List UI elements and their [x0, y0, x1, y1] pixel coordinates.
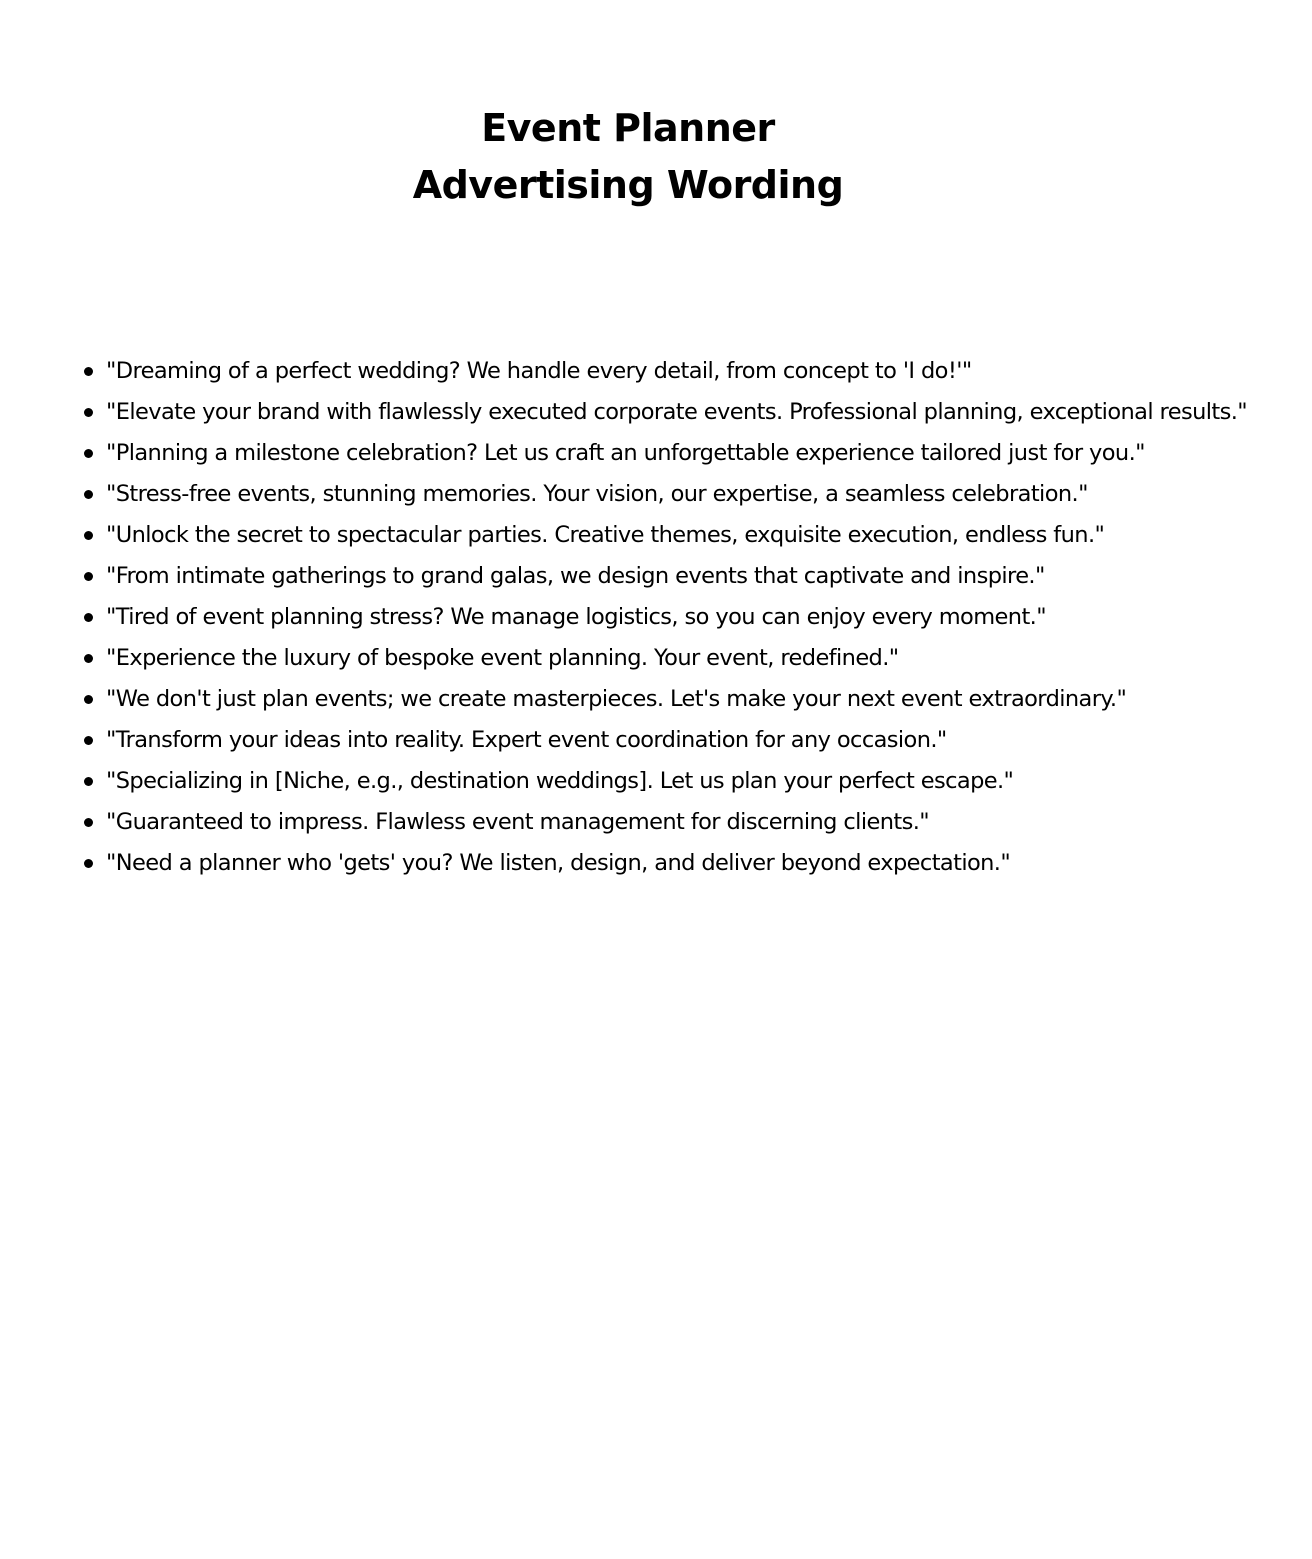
list-item-text: "Experience the luxury of bespoke event planning. Your event, redefined." — [106, 645, 899, 671]
list-item — [106, 556, 1291, 597]
list-item — [106, 597, 1291, 638]
list-item — [106, 351, 1291, 392]
list-item — [106, 433, 1291, 474]
page-title: Event Planner Advertising Wording — [412, 106, 844, 207]
list-item — [106, 679, 1291, 720]
list-item-text: "Transform your ideas into reality. Expert event coordination for any occasion." — [106, 727, 947, 753]
list-item — [106, 474, 1291, 515]
list-item — [106, 761, 1291, 802]
list-item — [106, 638, 1291, 679]
list-item-text: "Guaranteed to impress. Flawless event management for discerning clients." — [106, 809, 930, 835]
list-item-text: "Stress-free events, stunning memories. Your vision, our expertise, a seamless celebration." — [106, 481, 1088, 507]
bullet-icon — [84, 654, 93, 663]
list-item-text: "Planning a milestone celebration? Let us craft an unforgettable experience tailored just for you." — [106, 440, 1145, 466]
bullet-icon — [84, 613, 93, 622]
bullet-icon — [84, 367, 93, 376]
bullet-icon — [84, 572, 93, 581]
list-item — [106, 392, 1291, 433]
bullet-icon — [84, 695, 93, 704]
list-item — [106, 802, 1291, 843]
bullet-icon — [84, 531, 93, 540]
advertising-wording-list — [106, 351, 1291, 884]
list-item-text: "Need a planner who 'gets' you? We listen, design, and deliver beyond expectation." — [106, 850, 1011, 876]
list-item-text: "We don't just plan events; we create masterpieces. Let's make your next event extraordinary." — [106, 686, 1127, 712]
list-item — [106, 843, 1291, 884]
list-item-text: "Dreaming of a perfect wedding? We handle every detail, from concept to 'I do!'" — [106, 358, 972, 384]
bullet-icon — [84, 777, 93, 786]
list-item-text: "Unlock the secret to spectacular parties. Creative themes, exquisite execution, endless fun." — [106, 522, 1105, 548]
list-item-text: "Specializing in [Niche, e.g., destination weddings]. Let us plan your perfect escape." — [106, 768, 1014, 794]
list-item — [106, 515, 1291, 556]
list-item — [106, 720, 1291, 761]
list-item-text: "Elevate your brand with flawlessly executed corporate events. Professional planning, exceptional results." — [106, 399, 1248, 425]
bullet-icon — [84, 449, 93, 458]
bullet-icon — [84, 490, 93, 499]
bullet-icon — [84, 818, 93, 827]
list-item-text: "Tired of event planning stress? We manage logistics, so you can enjoy every moment." — [106, 604, 1046, 630]
bullet-icon — [84, 408, 93, 417]
list-item-text: "From intimate gatherings to grand galas, we design events that captivate and inspire." — [106, 563, 1045, 589]
bullet-icon — [84, 859, 93, 868]
bullet-icon — [84, 736, 93, 745]
